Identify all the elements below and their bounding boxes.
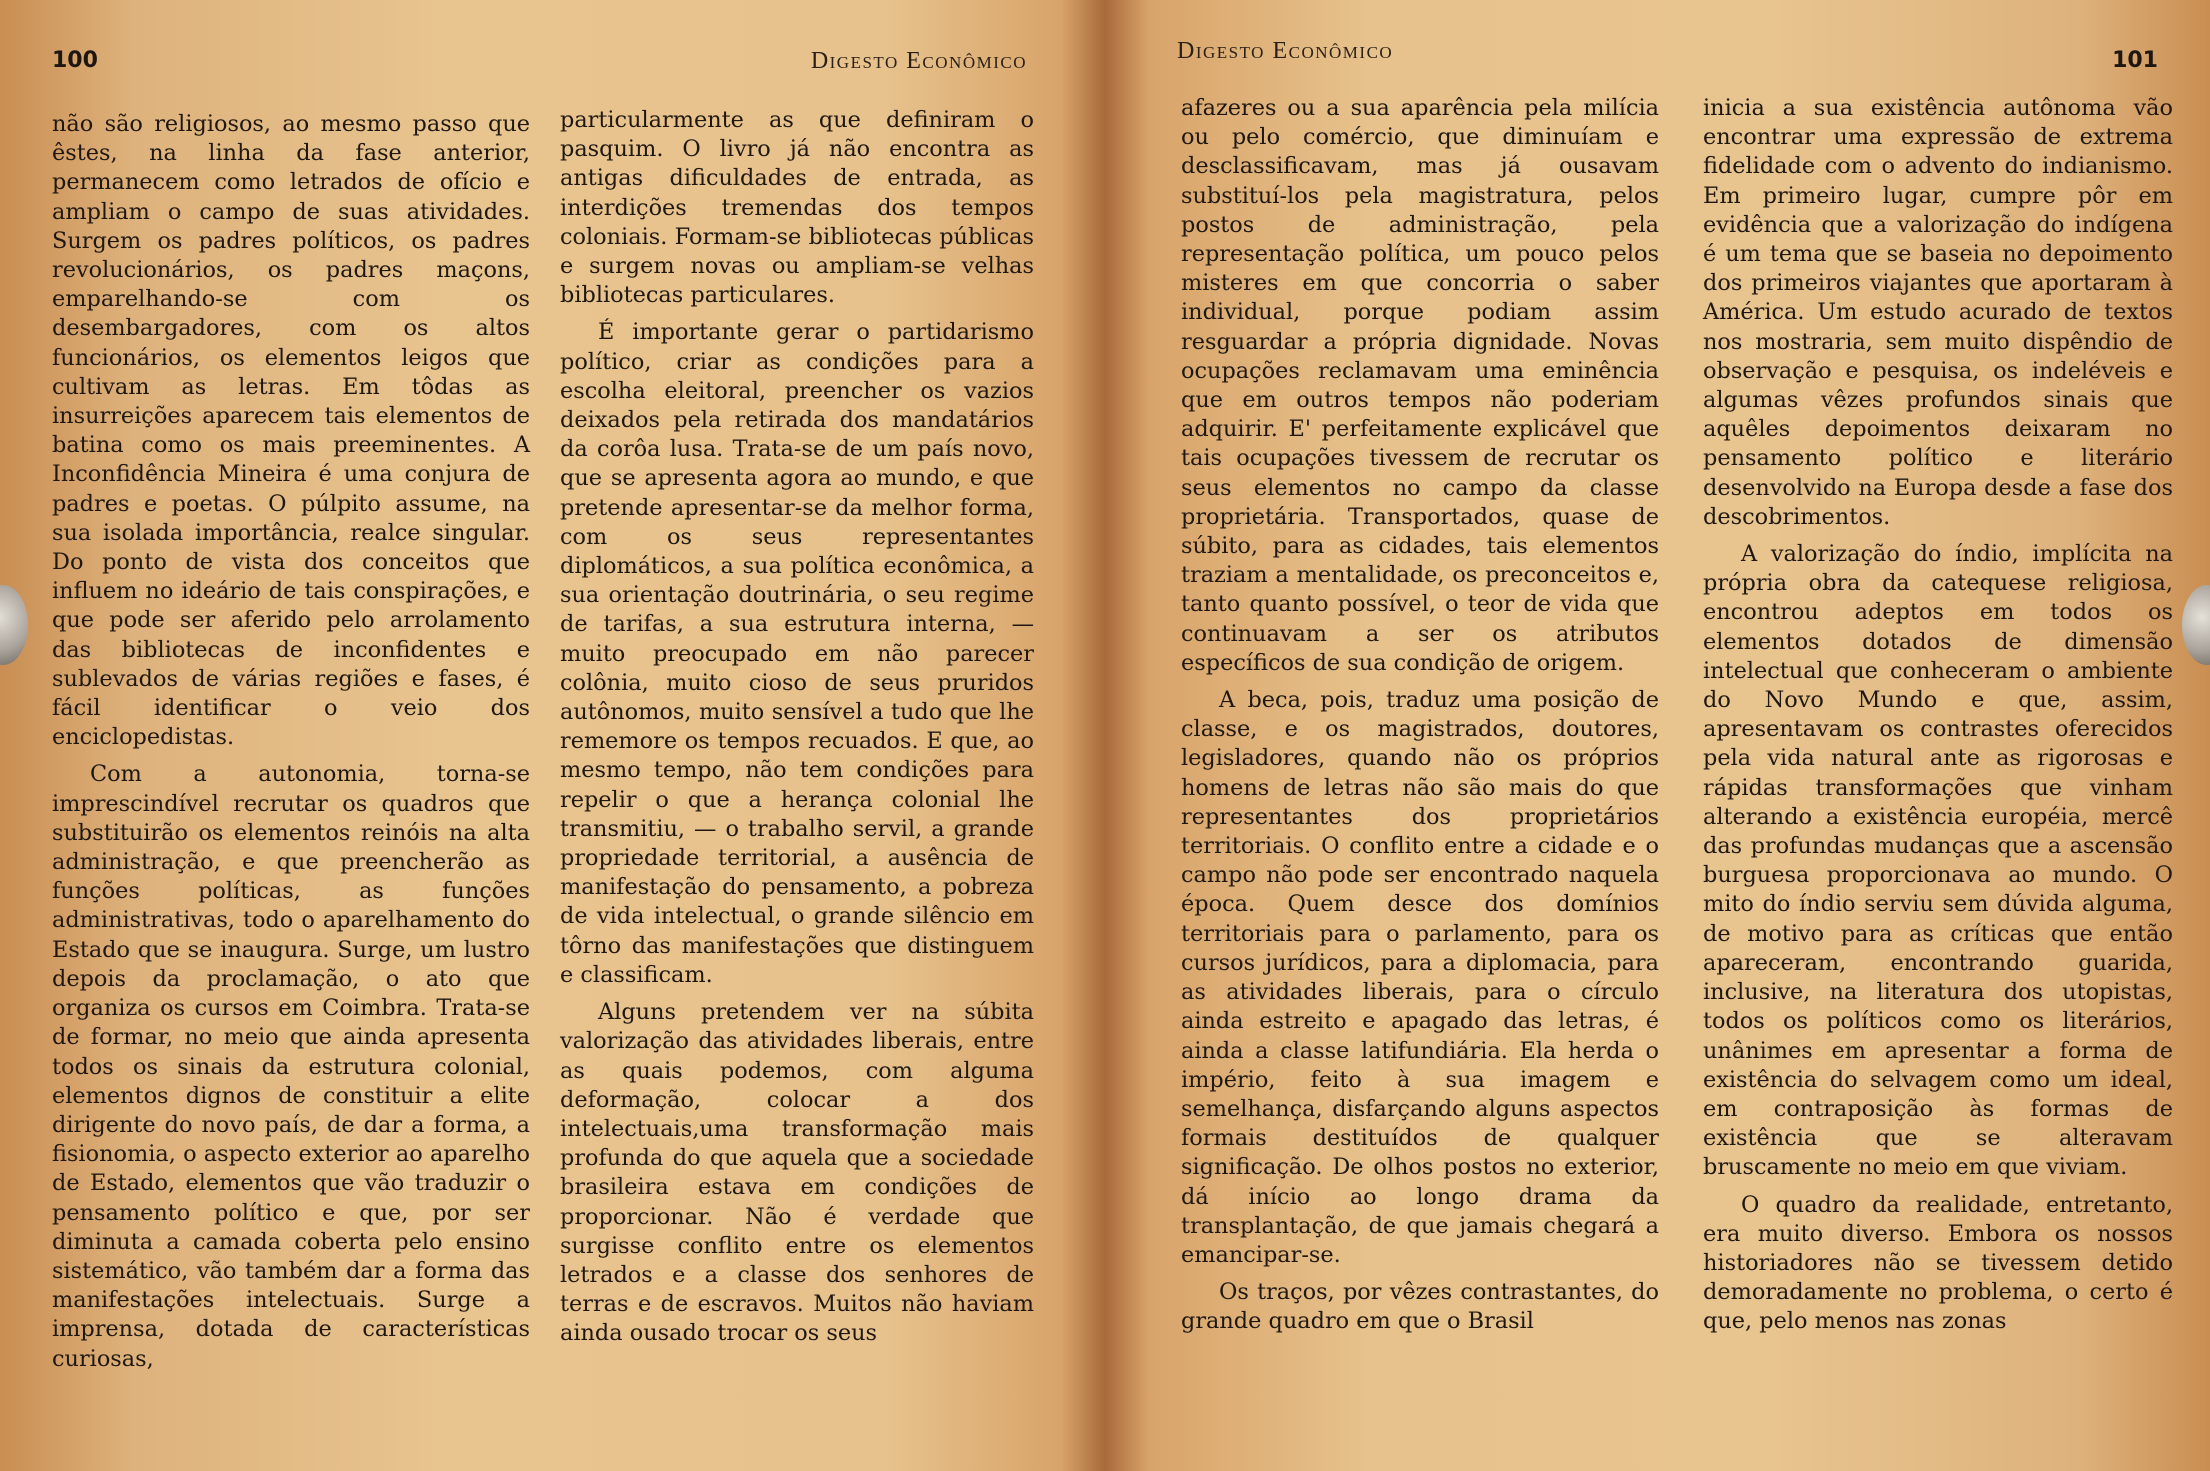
paragraph: Os traços, por vêzes contrastantes, do grande quadro em que o Brasil: [1181, 1279, 1659, 1335]
paragraph: não são religiosos, ao mesmo passo que êstes, na linha da fase anterior, permanecem como letrados de ofício e ampliam o campo de suas atividades. Surgem os padres políticos, os padres revolucionários, os padres maçons, emparelhando-se com os desembargadores, com os altos funcionários, os elementos leigos que cultivam as letras. Em tôdas as insurreições aparecem tais elementos de batina como os mais preeminentes. A Inconfidência Mineira é uma conjura de padres e poetas. O púlpito assume, na sua isolada importância, realce singular. Do ponto de vista dos conceitos que influem no ideário de tais conspirações, e que pode ser aferido pelo arrolamento das bibliotecas de inconfidentes e sublevados de várias regiões e fases, é fácil identificar o veio dos enciclopedistas.: [52, 111, 530, 751]
paragraph: O quadro da realidade, entretanto, era muito diverso. Embora os nossos historiadores não se tivessem detido demoradamente no problema, o certo é que, pelo menos nas zonas: [1703, 1191, 2173, 1335]
paragraph: A valorização do índio, implícita na própria obra da catequese religiosa, encontrou adeptos em todos os elementos dotados de dimensão intelectual que conheceram o ambiente do Novo Mundo e que, assim, apresentavam os contrastes oferecidos pela vida natural ante as rigorosas e rápidas transformações que vinham alterando a existência européia, mercê das profundas mudanças que a ascensão burguesa proporcionava ao mundo. O mito do índio serviu sem dúvida alguma, de motivo para as críticas que então apareceram, encontrando guarida, inclusive, na literatura dos utopistas, todos os políticos como os literários, unânimes em apresentar a forma de existência do selvagem como um ideal, em contraposição às formas de existência que se alteravam bruscamente no meio em que viviam.: [1703, 541, 2173, 1181]
paragraph: É importante gerar o partidarismo político, criar as condições para a escolha eleitoral, preencher os vazios deixados pela retirada dos mandatários da corôa lusa. Trata-se de um país novo, que se apresenta agora ao mundo, e que pretende apresentar-se da melhor forma, com os seus representantes diplomáticos, a sua política econômica, a sua orientação doutrinária, o seu regime de tarifas, a sua estrutura interna, — muito preocupado em não parecer colônia, muito cioso de seus pruridos autônomos, muito sensível a tudo que lhe rememore os tempos recuados. E que, ao mesmo tempo, não tem condições para repelir o que a herança colonial lhe transmitiu, — o trabalho servil, a grande propriedade territorial, a ausência de manifestação do pensamento, a pobreza de vida intelectual, o grande silêncio em tôrno das manifestações que distinguem e classificam.: [560, 319, 1034, 988]
page-number: 100: [52, 48, 98, 73]
binder-clip: [0, 585, 28, 665]
left-page-column-1: [52, 110, 530, 1382]
running-head: Digesto Econômico: [810, 48, 1027, 74]
binder-clip: [2182, 585, 2210, 665]
paragraph: A beca, pois, traduz uma posição de classe, e os magistrados, doutores, legisladores, quando não os próprios homens de letras não são mais do que representantes dos proprietários territoriais. O conflito entre a cidade e o campo não pode ser encontrado naquela época. Quem desce dos domínios territoriais para o parlamento, para os cursos jurídicos, para a diplomacia, para as atividades liberais, para o círculo ainda estreito e apagado das letras, é ainda a classe latifundiária. Ela herda o império, feito à sua imagem e semelhança, disfarçando alguns aspectos formais destituídos de qualquer significação. De olhos postos no exterior, dá início ao longo drama da transplantação, de que jamais chegará a emancipar-se.: [1181, 687, 1659, 1268]
paragraph: inicia a sua existência autônoma vão encontrar uma expressão de extrema fidelidade com o advento do indianismo. Em primeiro lugar, cumpre pôr em evidência que a valorização do indígena é um tema que se baseia no depoimento dos primeiros viajantes que aportaram à América. Um estudo acurado de textos nos mostraria, sem muito dispêndio de observação e pesquisa, os indeléveis e algumas vêzes profundos sinais que aquêles depoimentos deixaram no pensamento político e literário desenvolvido na Europa desde a fase dos descobrimentos.: [1703, 95, 2173, 530]
paragraph: Com a autonomia, torna-se imprescindível recrutar os quadros que substituirão os elementos reinóis na alta administração, e que preencherão as funções políticas, as funções administrativas, todo o aparelhamento do Estado que se inaugura. Surge, um lustro depois da proclamação, o ato que organiza os cursos em Coimbra. Trata-se de formar, no meio que ainda apresenta todos os sinais da estrutura colonial, elementos dignos de constituir a elite dirigente do novo país, de dar a forma, a fisionomia, o aspecto exterior ao aparelho de Estado, elementos que vão traduzir o pensamento político e que, por ser diminuta a camada coberta pelo ensino sistemático, vão também dar a forma das manifestações intelectuais. Surge a imprensa, dotada de características curiosas,: [52, 761, 530, 1372]
left-page-column-2: [560, 106, 1034, 1357]
paragraph: Alguns pretendem ver na súbita valorização das atividades liberais, entre as quais podemos, com alguma deformação, colocar a dos intelectuais,uma transformação mais profunda do que aquela que a sociedade brasileira estava em condições de proporcionar. Não é verdade que surgisse conflito entre os elementos letrados e a classe dos senhores de terras e de escravos. Muitos não haviam ainda ousado trocar os seus: [560, 999, 1034, 1347]
running-head: Digesto Econômico: [1177, 38, 1394, 64]
paragraph: particularmente as que definiram o pasquim. O livro já não encontra as antigas dificuldades de entrada, as interdições tremendas dos tempos coloniais. Formam-se bibliotecas públicas e surgem novas ou ampliam-se velhas bibliotecas particulares.: [560, 107, 1034, 309]
page-number: 101: [2112, 48, 2158, 73]
right-page: [1105, 0, 2210, 1471]
right-page-column-1: [1181, 94, 1659, 1345]
right-page-column-2: [1703, 94, 2173, 1345]
paragraph: afazeres ou a sua aparência pela milícia ou pelo comércio, que diminuíam e desclassificavam, mas já ousavam substituí-los pela magistratura, pelos postos de administração, pela representação política, um pouco pelos misteres em que concorria o saber individual, porque podiam assim resguardar a própria dignidade. Novas ocupações reclamavam uma eminência que em outros tempos não poderiam adquirir. E' perfeitamente explicável que tais ocupações tivessem de recrutar os seus elementos no campo da classe proprietária. Transportados, quase de súbito, para as cidades, tais elementos traziam a mentalidade, os preconceitos e, tanto quanto possível, o teor de vida que continuavam a ser os atributos específicos de sua condição de origem.: [1181, 95, 1659, 676]
